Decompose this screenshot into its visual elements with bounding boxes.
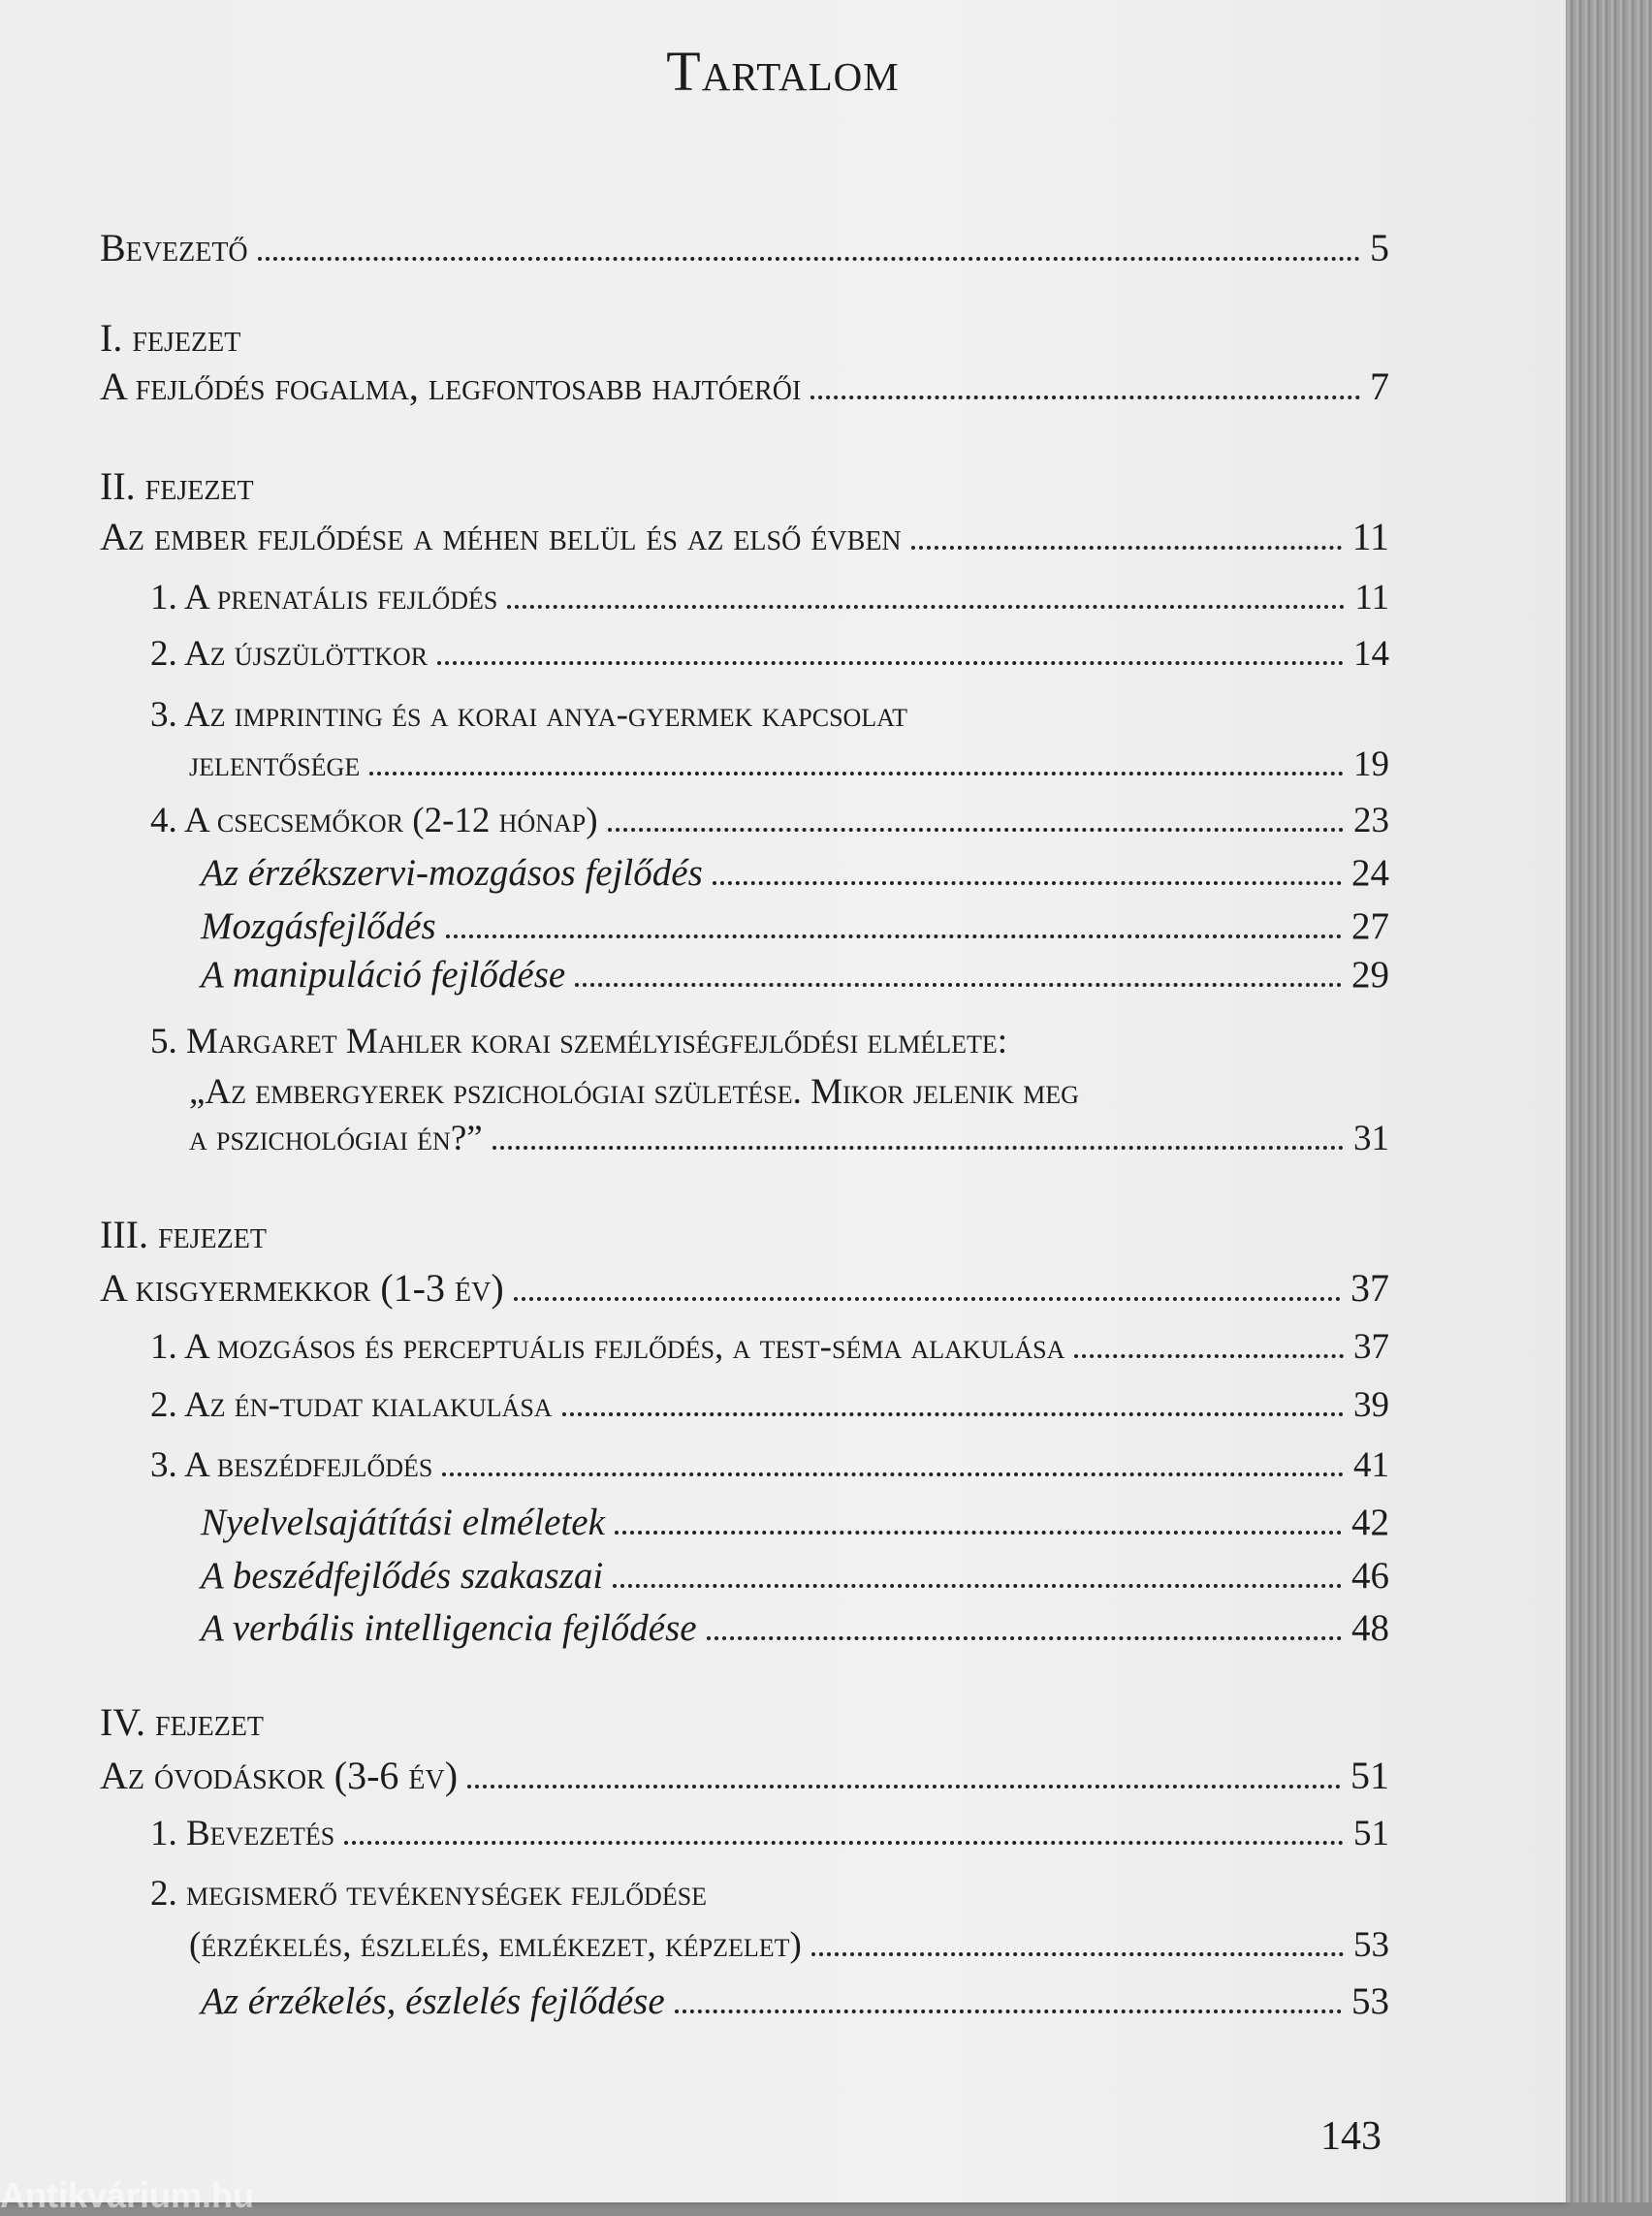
page-number: 143	[1320, 2114, 1382, 2159]
watermark: Antikvárium.hu	[0, 2175, 255, 2215]
toc-entry-ch3-s3[interactable]: 3. A beszédfejlődés 41	[150, 1445, 1389, 1485]
toc-entry-ch2-s2[interactable]: 2. Az újszülöttkor 14	[150, 634, 1389, 674]
chapter-heading-4: IV. fejezet	[100, 1700, 265, 1744]
toc-entry-ch2-s4[interactable]: 4. A csecsemőkor (2-12 hónap) 23	[150, 801, 1389, 840]
chapter-heading-2: II. fejezet	[100, 464, 254, 508]
toc-entry-ch2-s4b[interactable]: Mozgásfejlődés 27	[201, 905, 1389, 947]
toc-entry-ch3-s3b[interactable]: A beszédfejlődés szakaszai 46	[201, 1555, 1389, 1597]
toc-entry-ch2-s3-line1: 3. Az imprinting és a korai anya-gyermek kapcsolat	[150, 695, 907, 735]
toc-entry-ch2-s1[interactable]: 1. A prenatális fejlődés 11	[150, 578, 1389, 617]
toc-entry-ch1-title[interactable]: A fejlődés fogalma, legfontosabb hajtóerői 7	[100, 364, 1389, 408]
toc-entry-ch2-title[interactable]: Az ember fejlődése a méhen belül és az első évben 11	[100, 515, 1389, 558]
toc-entry-ch3-s3a[interactable]: Nyelvelsajátítási elméletek 42	[201, 1502, 1389, 1543]
toc-entry-ch2-s4a[interactable]: Az érzékszervi-mozgásos fejlődés 24	[201, 852, 1389, 894]
toc-entry-ch2-s3[interactable]: jelentősége 19	[189, 744, 1389, 784]
toc-entry-intro[interactable]: Bevezető 5	[100, 226, 1389, 269]
toc-entry-ch2-s5-line2: „Az embergyerek pszichológiai születése. Mikor jelenik meg	[189, 1072, 1079, 1112]
toc-entry-ch4-s1[interactable]: 1. Bevezetés 51	[150, 1814, 1389, 1853]
toc-entry-ch3-s2[interactable]: 2. Az én-tudat kialakulása 39	[150, 1385, 1389, 1425]
chapter-heading-3: III. fejezet	[100, 1213, 267, 1256]
toc-entry-ch4-title[interactable]: Az óvodáskor (3-6 év) 51	[100, 1754, 1389, 1797]
toc-entry-ch2-s4c[interactable]: A manipuláció fejlődése 29	[201, 954, 1389, 996]
page-edge-stack	[1566, 0, 1652, 2202]
toc-entry-ch4-s2[interactable]: (érzékelés, észlelés, emlékezet, képzelet) 53	[189, 1925, 1389, 1965]
chapter-heading-1: I. fejezet	[100, 316, 241, 360]
toc-entry-ch2-s5-line1: 5. Margaret Mahler korai személyiségfejlődési elmélete:	[150, 1022, 1008, 1061]
toc-entry-ch4-s2a[interactable]: Az érzékelés, észlelés fejlődése 53	[201, 1980, 1389, 2022]
toc-entry-ch3-s1[interactable]: 1. A mozgásos és perceptuális fejlődés, a test-séma alakulása 37	[150, 1327, 1389, 1367]
toc-entry-ch3-title[interactable]: A kisgyermekkor (1-3 év) 37	[100, 1266, 1389, 1310]
page-title: Tartalom	[666, 40, 900, 103]
toc-entry-ch2-s5[interactable]: a pszichológiai én?” 31	[189, 1119, 1389, 1158]
toc-entry-ch4-s2-line1: 2. megismerő tevékenységek fejlődése	[150, 1874, 708, 1914]
toc-entry-ch3-s3c[interactable]: A verbális intelligencia fejlődése 48	[201, 1607, 1389, 1649]
